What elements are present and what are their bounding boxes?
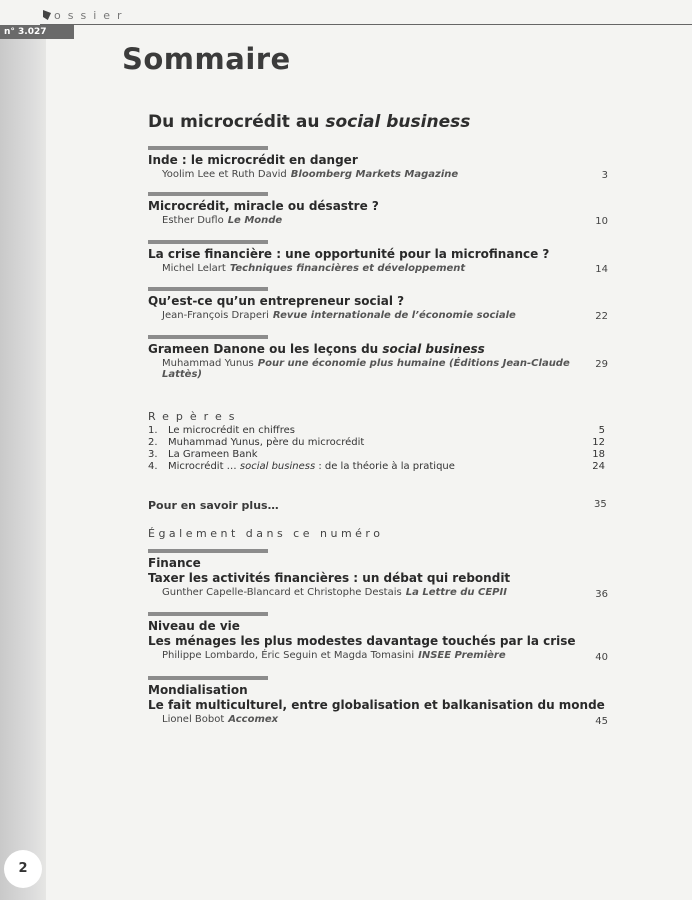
entry-rule — [148, 192, 268, 196]
list-item[interactable] — [148, 461, 608, 473]
entry-title: Microcrédit, miracle ou désastre ? — [148, 199, 379, 213]
entry-category: Mondialisation — [148, 683, 248, 697]
entry-byline — [148, 310, 608, 321]
item-page: 5 — [598, 425, 605, 436]
entry-authors: Philippe Lombardo, Éric Seguin et Magda Tomasini — [162, 650, 415, 661]
entry-authors: Esther Duflo — [162, 215, 224, 226]
entry-page: 14 — [595, 264, 608, 275]
entry-title: Taxer les activités financières : un débat qui rebondit — [148, 571, 511, 585]
entry-title: Le fait multiculturel, entre globalisation et balkanisation du monde — [148, 698, 605, 712]
entry-title: Inde : le microcrédit en danger — [148, 153, 358, 167]
entry-authors: Lionel Bobot — [162, 714, 225, 725]
list-item[interactable] — [148, 437, 608, 449]
toc-entry[interactable] — [148, 146, 608, 180]
list-item[interactable] — [148, 425, 608, 437]
entry-page: 10 — [595, 216, 608, 227]
item-text-prefix: Microcrédit … — [168, 461, 240, 472]
item-number: 1. — [148, 425, 158, 436]
entry-rule — [148, 287, 268, 291]
entry-rule — [148, 146, 268, 150]
item-page: 18 — [592, 449, 605, 460]
left-margin-band — [0, 36, 46, 900]
entry-rule — [148, 549, 268, 553]
issue-number: n° 3.027 — [0, 25, 74, 39]
page-number: 2 — [4, 850, 42, 888]
entry-byline — [148, 358, 608, 380]
entry-authors: Yoolim Lee et Ruth David — [162, 169, 287, 180]
entry-title: La crise financière : une opportunité pour la microfinance ? — [148, 247, 550, 261]
section-label: ossier — [54, 9, 129, 22]
item-number: 4. — [148, 461, 158, 472]
entry-authors: Jean-François Draperi — [162, 310, 269, 321]
dossier-title-emph: social business — [325, 112, 471, 132]
entry-page: 45 — [595, 716, 608, 727]
entry-rule — [148, 335, 268, 339]
toc-entry[interactable] — [148, 240, 608, 274]
entry-source: Revue internationale de l’économie sociale — [272, 310, 516, 321]
entry-rule — [148, 676, 268, 680]
entry-authors: Muhammad Yunus — [162, 358, 254, 369]
entry-source: Bloomberg Markets Magazine — [290, 169, 459, 180]
toc-entry[interactable] — [148, 612, 608, 661]
item-text: Muhammad Yunus, père du microcrédit — [168, 437, 365, 448]
entry-page: 36 — [595, 589, 608, 600]
entry-source: Accomex — [228, 714, 279, 725]
further-reading-page: 35 — [594, 499, 607, 510]
toc-entry[interactable] — [148, 192, 608, 226]
entry-authors: Michel Lelart — [162, 263, 226, 274]
entry-source: Le Monde — [227, 215, 283, 226]
entry-source: Pour une économie plus humaine (Éditions Jean-Claude Lattès) — [162, 358, 570, 380]
dossier-logo-icon — [43, 10, 51, 20]
also-heading: Également dans ce numéro — [148, 527, 384, 540]
reperes-list — [148, 425, 608, 473]
entry-page: 3 — [601, 170, 608, 181]
page-title: Sommaire — [122, 42, 291, 76]
reperes-heading: Repères — [148, 410, 242, 423]
entry-page: 40 — [595, 652, 608, 663]
toc-entry[interactable] — [148, 676, 608, 725]
entry-source: La Lettre du CEPII — [405, 587, 507, 598]
entry-rule — [148, 612, 268, 616]
entry-title-prefix: Grameen Danone ou les leçons du — [148, 342, 383, 356]
item-page: 24 — [592, 461, 605, 472]
item-text: La Grameen Bank — [168, 449, 258, 460]
toc-entry[interactable] — [148, 549, 608, 598]
entry-title — [148, 342, 608, 356]
further-reading-link[interactable]: Pour en savoir plus… — [148, 499, 279, 512]
item-page: 12 — [592, 437, 605, 448]
dossier-title — [148, 112, 470, 132]
entry-byline — [148, 215, 608, 226]
entry-byline — [148, 587, 608, 598]
item-text-emph: social business — [239, 461, 316, 472]
entry-title-emph: social business — [382, 342, 485, 356]
entry-byline — [148, 169, 608, 180]
dossier-title-prefix: Du microcrédit au — [148, 112, 326, 132]
header-rule — [40, 24, 692, 25]
item-text-suffix: : de la théorie à la pratique — [315, 461, 455, 472]
entry-source: INSEE Première — [418, 650, 506, 661]
item-number: 2. — [148, 437, 158, 448]
entry-rule — [148, 240, 268, 244]
list-item[interactable] — [148, 449, 608, 461]
entry-byline — [148, 714, 608, 725]
entry-page: 22 — [595, 311, 608, 322]
item-number: 3. — [148, 449, 158, 460]
entry-category: Niveau de vie — [148, 619, 240, 633]
item-text: Le microcrédit en chiffres — [168, 425, 295, 436]
toc-entry[interactable] — [148, 335, 608, 380]
entry-title: Les ménages les plus modestes davantage touchés par la crise — [148, 634, 576, 648]
entry-source: Techniques financières et développement — [229, 263, 466, 274]
entry-title: Qu’est-ce qu’un entrepreneur social ? — [148, 294, 405, 308]
entry-byline — [148, 650, 608, 661]
entry-category: Finance — [148, 556, 201, 570]
entry-authors: Gunther Capelle-Blancard et Christophe Destais — [162, 587, 402, 598]
toc-entry[interactable] — [148, 287, 608, 321]
entry-page: 29 — [595, 359, 608, 370]
entry-byline — [148, 263, 608, 274]
